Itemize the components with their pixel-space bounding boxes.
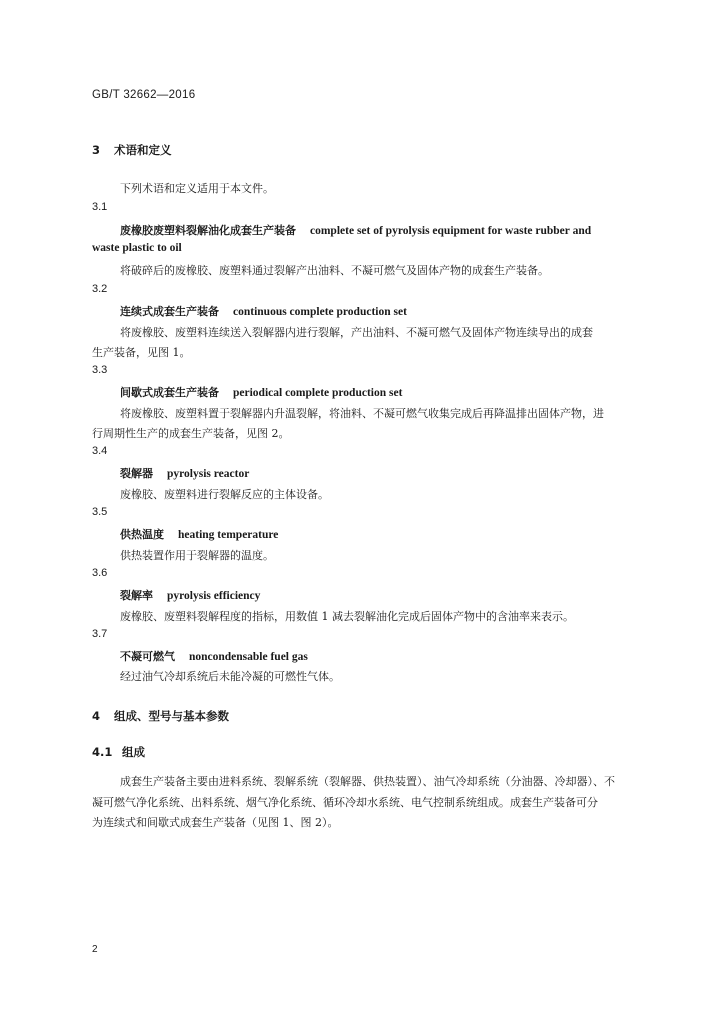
term-heading xyxy=(120,648,308,664)
section-3-heading xyxy=(92,142,172,158)
paragraph-line: 为连续式和间歇式成套生产装备（见图 1、图 2）。 xyxy=(92,816,339,829)
term-number: 3.4 xyxy=(92,445,108,457)
term-zh: 供热温度 xyxy=(120,528,164,541)
term-heading xyxy=(120,222,591,238)
term-number: 3.1 xyxy=(92,201,108,213)
term-en: noncondensable fuel gas xyxy=(189,651,308,663)
term-en: continuous complete production set xyxy=(233,306,407,318)
term-heading xyxy=(120,526,278,542)
term-zh: 不凝可燃气 xyxy=(120,650,175,663)
term-definition: 经过油气冷却系统后未能冷凝的可燃性气体。 xyxy=(120,670,340,683)
term-en: pyrolysis efficiency xyxy=(167,590,261,602)
subsection-number: 4.1 xyxy=(92,745,113,759)
term-definition: 废橡胶、废塑料进行裂解反应的主体设备。 xyxy=(120,488,329,501)
term-zh: 裂解率 xyxy=(120,589,153,602)
section-3-intro: 下列术语和定义适用于本文件。 xyxy=(120,182,274,195)
term-zh: 间歇式成套生产装备 xyxy=(120,386,219,399)
term-en: periodical complete production set xyxy=(233,387,403,399)
term-definition-cont: 行周期性生产的成套生产装备，见图 2。 xyxy=(92,427,290,440)
term-zh: 连续式成套生产装备 xyxy=(120,305,219,318)
subsection-4-1-heading xyxy=(92,744,145,760)
term-number: 3.3 xyxy=(92,364,108,376)
section-4-heading xyxy=(92,708,229,724)
page-number: 2 xyxy=(92,944,98,955)
term-heading xyxy=(120,587,260,603)
term-en: pyrolysis reactor xyxy=(167,468,250,480)
standard-number: GB/T 32662—2016 xyxy=(92,89,196,101)
term-definition: 废橡胶、废塑料裂解程度的指标，用数值 1 减去裂解油化完成后固体产物中的含油率来表示。 xyxy=(120,610,574,623)
section-number: 4 xyxy=(92,709,101,723)
term-en: complete set of pyrolysis equipment for waste rubber and xyxy=(310,225,592,237)
section-number: 3 xyxy=(92,143,101,157)
term-definition: 将废橡胶、废塑料置于裂解器内升温裂解，将油料、不凝可燃气收集完成后再降温排出固体产物，进 xyxy=(120,407,604,420)
term-number: 3.2 xyxy=(92,283,108,295)
term-zh: 裂解器 xyxy=(120,467,153,480)
term-en-continuation: waste plastic to oil xyxy=(92,242,182,254)
term-number: 3.7 xyxy=(92,628,108,640)
term-definition: 将破碎后的废橡胶、废塑料通过裂解产出油料、不凝可燃气及固体产物的成套生产装备。 xyxy=(120,264,549,277)
paragraph-line: 凝可燃气净化系统、出料系统、烟气净化系统、循环冷却水系统、电气控制系统组成。成套生产装备可分 xyxy=(92,796,598,809)
term-definition: 将废橡胶、废塑料连续送入裂解器内进行裂解，产出油料、不凝可燃气及固体产物连续导出的成套 xyxy=(120,326,593,339)
term-heading xyxy=(120,465,249,481)
term-zh: 废橡胶废塑料裂解油化成套生产装备 xyxy=(120,224,296,237)
term-heading xyxy=(120,384,402,400)
term-number: 3.5 xyxy=(92,506,108,518)
subsection-title: 组成 xyxy=(122,745,145,759)
section-title: 术语和定义 xyxy=(114,143,172,157)
section-title: 组成、型号与基本参数 xyxy=(114,709,229,723)
term-definition-cont: 生产装备，见图 1。 xyxy=(92,346,191,359)
paragraph-line: 成套生产装备主要由进料系统、裂解系统（裂解器、供热装置）、油气冷却系统（分油器、冷却器）、不 xyxy=(120,775,615,788)
term-heading xyxy=(120,303,407,319)
term-definition: 供热装置作用于裂解器的温度。 xyxy=(120,549,274,562)
term-en: heating temperature xyxy=(178,529,279,541)
term-number: 3.6 xyxy=(92,567,108,579)
